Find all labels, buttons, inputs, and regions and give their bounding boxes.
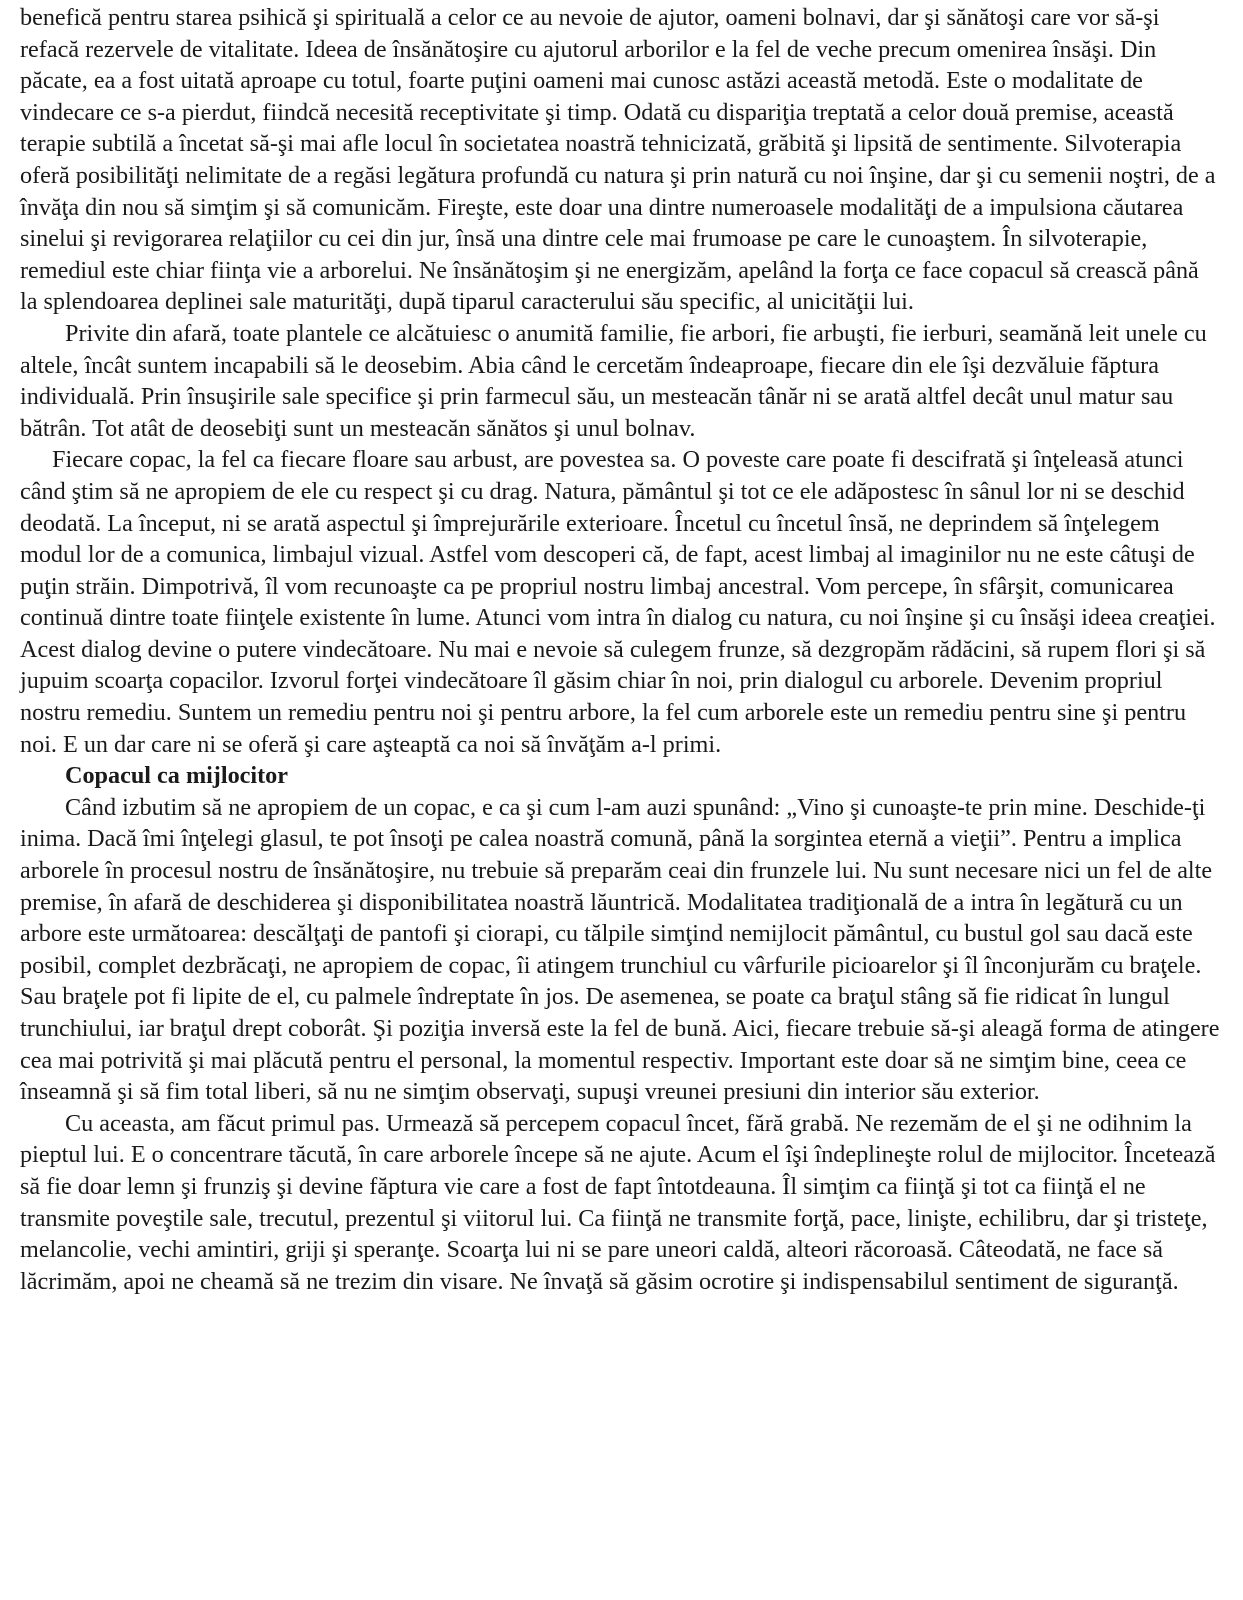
paragraph-plants-family: Privite din afară, toate plantele ce alcătuiesc o anumită familie, fie arbori, fie arbuşti, fie ierburi, seamănă leit unele cu altele, încât suntem incapabili să le deosebim. Abia când le cercetăm îndeaproape, fiecare din ele îşi dezvăluie făptura individuală. Prin însuşirile sale specifice şi prin farmecul său, un mesteacăn tânăr ni se arată altfel decât unul matur sau bătrân. Tot atât de deosebiţi sunt un mesteacăn sănătos şi unul bolnav. xyxy=(20,319,1207,442)
paragraph-approach-tree: Când izbutim să ne apropiem de un copac, e ca şi cum l-am auzi spunând: „Vino şi cunoaşte-te prin mine. Deschide-ţi inima. Dacă îmi înţelegi glasul, te pot însoţi pe calea noastră comună, până la sorgintea eternă a vieţii”. Pentru a implica arborele în procesul nostru de însănătoşire, nu trebuie să preparăm ceai din frunzele lui. Nu sunt necesare nici un fel de alte premise, în afară de deschiderea şi disponibilitatea noastră lăuntrică. Modalitatea tradiţională de a intra în legătură cu un arbore este următoarea: descălţaţi de pantofi şi ciorapi, cu tălpile simţind nemijlocit pământul, cu bustul gol sau dacă este posibil, complet dezbrăcaţi, ne apropiem de copac, îi atingem trunchiul cu vârfurile picioarelor şi îl înconjurăm cu braţele. Sau braţele pot fi lipite de el, cu palmele îndreptate în jos. De asemenea, se poate ca braţul stâng să fie ridicat în lungul trunchiului, iar braţul drept coborât. Şi poziţia inversă este la fel de bună. Aici, fiecare trebuie să-şi aleagă forma de atingere cea mai potrivită şi mai plăcută pentru el personal, la momentul respectiv. Important este doar să ne simţim bine, ceea ce înseamnă şi să fim total liberi, să nu ne simţim observaţi, supuşi vreunei presiuni din interior său exterior. xyxy=(20,793,1220,1106)
paragraph-tree-story: Fiecare copac, la fel ca fiecare floare sau arbust, are povestea sa. O poveste care poate fi descifrată şi înţeleasă atunci când ştim să ne apropiem de ele cu respect şi cu drag. Natura, pământul şi tot ce ele adăpostesc în sânul lor ni se deschid deodată. La început, ni se arată aspectul şi împrejurările exterioare. Încetul cu încetul însă, ne deprindem să înţelegem modul lor de a comunica, limbajul vizual. Astfel vom descoperi că, de fapt, acest limbaj al imaginilor nu ne este câtuşi de puţin străin. Dimpotrivă, îl vom recunoaşte ca pe propriul nostru limbaj ancestral. Vom percepe, în sfârşit, comunicarea continuă dintre toate fiinţele existente în lume. Atunci vom intra în dialog cu natura, cu noi înşine şi cu însăşi ideea creaţiei. Acest dialog devine o putere vindecătoare. Nu mai e nevoie să culegem frunze, să dezgropăm rădăcini, să rupem flori şi să jupuim scoarţa copacilor. Izvorul forţei vindecătoare îl găsim chiar în noi, prin dialogul cu arborele. Devenim propriul nostru remediu. Suntem un remediu pentru noi şi pentru arbore, la fel cum arborele este un remediu pentru sine şi pentru noi. E un dar care ni se oferă şi care aşteaptă ca noi să învăţăm a-l primi. xyxy=(20,446,1216,758)
section-heading: Copacul ca mijlocitor xyxy=(65,762,289,790)
paragraph-first-step: Cu aceasta, am făcut primul pas. Urmează să percepem copacul încet, fără grabă. Ne rezemăm de el şi ne odihnim la pieptul lui. E o concentrare tăcută, în care arborele începe să ne ajute. Acum el îşi îndeplineşte rolul de mijlocitor. Încetează să fie doar lemn şi frunziş şi devine făptura vie care a fost de fapt întotdeauna. Îl simţim ca fiinţă şi tot ca fiinţă el ne transmite poveştile sale, trecutul, prezentul şi viitorul lui. Ca fiinţă ne transmite forţă, pace, linişte, echilibru, dar şi tristeţe, melancolie, vechi amintiri, griji şi speranţe. Scoarţa lui ni se pare uneori caldă, alteori răcoroasă. Câteodată, ne face să lăcrimăm, apoi ne cheamă să ne trezim din visare. Ne învaţă să găsim ocrotire şi indispensabilul sentiment de siguranţă. xyxy=(20,1109,1216,1295)
paragraph-continued: benefică pentru starea psihică şi spirituală a celor ce au nevoie de ajutor, oameni bolnavi, dar şi sănătoşi care vor să-şi refacă rezervele de vitalitate. Ideea de însănătoşire cu ajutorul arborilor e la fel de veche precum omenirea însăşi. Din păcate, ea a fost uitată aproape cu totul, foarte puţini oameni mai cunosc astăzi această metodă. Este o modalitate de vindecare ce s-a pierdut, fiindcă necesită receptivitate şi timp. Odată cu dispariţia treptată a celor două premise, această terapie subtilă a încetat să-şi mai afle locul în societatea noastră tehnicizată, grăbită şi lipsită de sentimente. Silvoterapia oferă posibilităţi nelimitate de a regăsi legătura profundă cu natura şi prin natură cu noi înşine, dar şi cu semenii noştri, de a învăţa din nou să simţim şi să comunicăm. Fireşte, este doar una dintre numeroasele modalităţi de a impulsiona căutarea sinelui şi revigorarea relaţiilor cu cei din jur, însă una dintre cele mai frumoase pe care le cunoaştem. În silvoterapie, remediul este chiar fiinţa vie a arborelui. Ne însănătoşim şi ne energizăm, apelând la forţa ce face copacul să crească până la splendoarea deplinei sale maturităţi, după tiparul caracterului său specific, al unicităţii lui. xyxy=(20,4,1216,316)
